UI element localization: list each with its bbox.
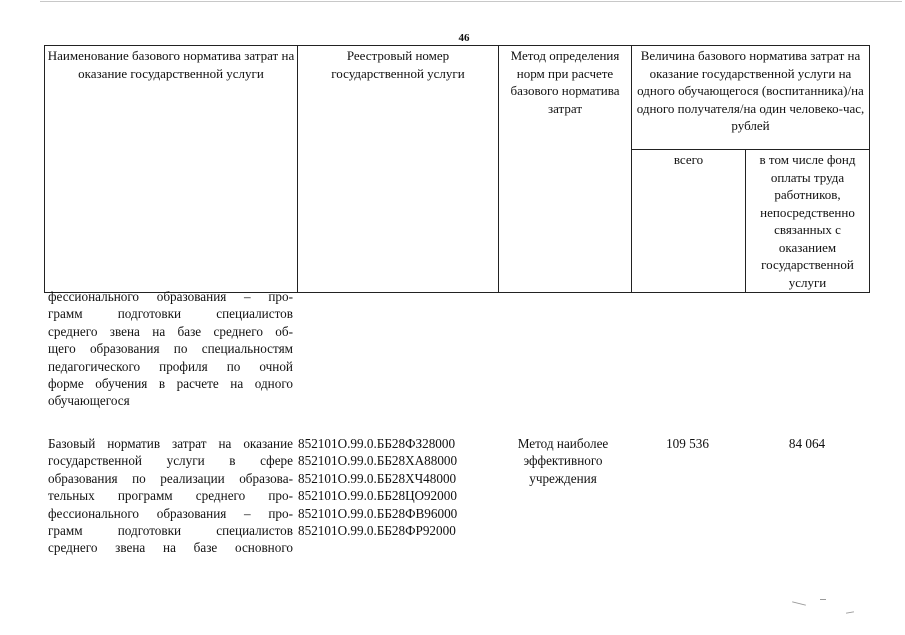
- registry-code: 852101О.99.0.ББ28ХЧ48000: [298, 470, 457, 486]
- header-registry-cell: [298, 46, 499, 293]
- header-value: Величина базового норматива затрат на оказание государственной услуги на одного обучающегося (воспитанника)/на одного получателя/на один человеко-час, рублей: [636, 48, 865, 133]
- registry-code: 852101О.99.0.ББ28ФЗ28000: [298, 436, 456, 451]
- header-method: Метод определения норм при расчете базового норматива затрат: [510, 48, 620, 116]
- registry-code: 852101О.99.0.ББ28ФР92000: [298, 523, 456, 539]
- header-name: Наименование базового норматива затрат на оказание государственной услуги: [47, 48, 295, 81]
- continuation-line: щего образования по специальностям: [48, 341, 293, 357]
- header-name-cell: [45, 46, 298, 293]
- header-total: всего: [673, 152, 704, 167]
- registry-code: 852101О.99.0.ББ28ЦО92000: [298, 488, 457, 504]
- record-codes: [298, 435, 498, 539]
- record-name-line: государственной услуги в сфере: [48, 453, 293, 469]
- scan-artifact: [846, 611, 854, 613]
- record-method: Метод наиболее эффективного учреждения: [517, 436, 609, 486]
- scan-artifact: [792, 601, 806, 605]
- continuation-line: педагогического профиля по очной: [48, 358, 293, 374]
- registry-code: 852101О.99.0.ББ28ФВ96000: [298, 505, 458, 521]
- header-total-cell: [632, 150, 746, 293]
- header-salary: в том числе фонд оплаты труда работников, непосредственно связанных с оказанием государственной услуги: [759, 152, 856, 290]
- continuation-text: [48, 288, 293, 410]
- table-header: [44, 45, 870, 293]
- record-name-line: среднего звена на базе основного: [48, 540, 293, 556]
- scan-artifact: [820, 599, 826, 600]
- header-method-cell: [499, 46, 632, 293]
- page-number: 46: [458, 32, 470, 44]
- header-registry: Реестровый номер государственной услуги: [331, 48, 465, 81]
- record-name-line: фессионального образования – про-: [48, 505, 293, 521]
- scan-top-edge: [40, 1, 902, 2]
- record-name-line: тельных программ среднего про-: [48, 488, 293, 504]
- continuation-line: грамм подготовки специалистов: [48, 306, 293, 322]
- header-salary-cell: [746, 150, 870, 293]
- continuation-line: среднего звена на базе среднего об-: [48, 323, 293, 339]
- continuation-line: форме обучения в расчете на одного: [48, 376, 293, 392]
- record-total: 109 536: [666, 436, 709, 451]
- header-value-cell: [632, 46, 870, 150]
- record-salary: 84 064: [788, 436, 826, 451]
- registry-code: 852101О.99.0.ББ28ХА88000: [298, 453, 458, 469]
- record-name-line: грамм подготовки специалистов: [48, 523, 293, 539]
- record-name-line: образования по реализации образова-: [48, 470, 293, 486]
- continuation-line: фессионального образования – про-: [48, 289, 293, 304]
- record-name-line: Базовый норматив затрат на оказание: [48, 436, 293, 451]
- record-name: [48, 435, 293, 557]
- continuation-line: обучающегося: [48, 393, 130, 409]
